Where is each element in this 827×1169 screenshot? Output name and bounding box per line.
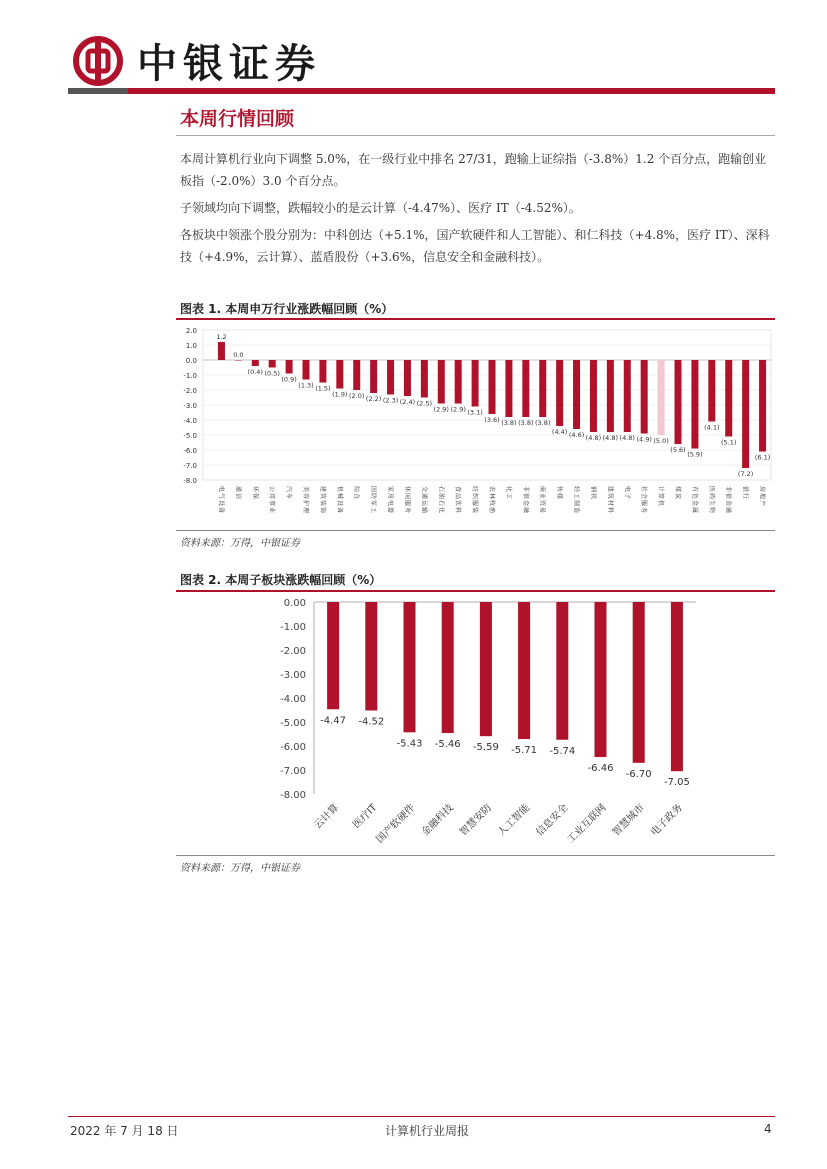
chart-1-x-tick xyxy=(403,486,411,513)
chart-1-data-label: (4.6) xyxy=(568,431,585,439)
svg-text:输: 输 xyxy=(420,506,428,514)
chart-1-bar xyxy=(286,360,293,374)
svg-text:器: 器 xyxy=(386,506,394,514)
chart-1-bar xyxy=(438,360,445,404)
chart-1-x-tick xyxy=(471,486,479,513)
chart-1-bar xyxy=(742,360,749,468)
footer-page-number: 4 xyxy=(764,1122,772,1136)
figure-1-bottom-rule xyxy=(176,530,775,531)
svg-text:车: 车 xyxy=(285,492,293,500)
svg-text:造: 造 xyxy=(572,506,580,514)
chart-1-bar xyxy=(303,360,310,380)
chart-1-y-tick: 0.0 xyxy=(185,357,197,365)
chart-1-data-label: (5.9) xyxy=(687,450,703,459)
chart-2-y-tick: -5.00 xyxy=(280,718,306,729)
chart-1-bar xyxy=(624,360,631,432)
chart-1-data-label: (7.2) xyxy=(737,470,754,478)
svg-text:金: 金 xyxy=(521,499,529,507)
svg-text:社: 社 xyxy=(640,485,648,493)
svg-text:筑: 筑 xyxy=(318,492,326,500)
chart-1-x-tick xyxy=(353,486,361,499)
chart-1-x-tick xyxy=(387,486,395,513)
chart-1-x-tick xyxy=(556,486,564,499)
chart-2-bar xyxy=(442,602,454,733)
svg-text:色: 色 xyxy=(690,492,698,500)
chart-2-bar xyxy=(327,602,339,709)
footer-date: 2022 年 7 月 18 日 xyxy=(70,1124,179,1138)
chart-1-data-label: (6.1) xyxy=(754,453,771,462)
svg-text:炭: 炭 xyxy=(674,492,681,500)
svg-text:机: 机 xyxy=(335,485,343,493)
svg-text:家: 家 xyxy=(386,485,394,493)
svg-text:工: 工 xyxy=(369,506,377,514)
chart-1-data-label: (0.5) xyxy=(264,369,280,378)
chart-1-y-tick: 1.0 xyxy=(185,342,197,350)
chart-1-bar xyxy=(658,360,665,435)
svg-text:纺: 纺 xyxy=(471,485,479,493)
section-title: 本周行情回顾 xyxy=(180,108,295,130)
chart-1-x-tick xyxy=(759,486,767,506)
svg-text:气: 气 xyxy=(217,492,225,500)
chart-1-bar xyxy=(675,360,682,444)
svg-text:汽: 汽 xyxy=(285,485,293,493)
chart-1-data-label: (1.9) xyxy=(332,390,348,399)
chart-1-x-tick xyxy=(606,486,614,513)
svg-text:筑: 筑 xyxy=(606,492,614,500)
svg-text:装: 装 xyxy=(471,506,479,514)
chart-2-x-tick: 工业互联网 xyxy=(565,802,609,846)
svg-text:计: 计 xyxy=(657,485,665,493)
chart-1-x-tick xyxy=(505,486,513,499)
chart-2-y-tick: -2.00 xyxy=(280,646,306,657)
svg-text:闲: 闲 xyxy=(403,492,411,500)
figure-1-title: 图表 1. 本周申万行业涨跌幅回顾（%） xyxy=(180,302,394,316)
chart-2-bar xyxy=(365,602,377,710)
chart-1-data-label: (3.8) xyxy=(518,419,534,427)
chart-1-x-tick xyxy=(573,486,581,513)
chart-1-y-tick: -5.0 xyxy=(183,432,197,440)
svg-text:生: 生 xyxy=(707,499,715,507)
chart-1-data-label: (3.8) xyxy=(501,419,517,427)
chart-1-data-label: (4.1) xyxy=(704,423,720,432)
section-divider xyxy=(176,135,775,136)
chart-1-y-tick: -2.0 xyxy=(183,387,197,395)
chart-2-data-label: -6.46 xyxy=(587,763,614,775)
svg-text:用: 用 xyxy=(386,492,394,500)
chart-1-data-label: 0.0 xyxy=(233,351,244,359)
chart-1-data-label: (4.8) xyxy=(619,434,635,442)
svg-text:工: 工 xyxy=(504,492,512,500)
chart-2-data-label: -5.43 xyxy=(396,738,423,750)
chart-1-data-label: (4.9) xyxy=(636,435,652,444)
chart-1-bar xyxy=(336,360,343,389)
chart-1-x-tick xyxy=(420,486,428,513)
chart-2-x-tick: 人工智能 xyxy=(496,802,533,839)
chart-1-bar xyxy=(573,360,580,429)
footer-report-name: 计算机行业周报 xyxy=(385,1124,470,1138)
chart-2-x-tick: 智慧安防 xyxy=(457,802,495,839)
chart-2-subsector-returns xyxy=(176,592,775,852)
chart-2-x-tick: 医疗IT xyxy=(351,802,380,831)
chart-1-x-tick xyxy=(234,486,242,499)
svg-text:化: 化 xyxy=(437,506,445,514)
paragraph-3: 各板块中领涨个股分别为：中科创达（+5.1%，国产软硬件和人工智能）、和仁科技（+4.8%，医疗 IT）、深科技（+4.9%，云计算）、蓝盾股份（+3.6%，信息安全和金融科技）。 xyxy=(180,228,770,264)
svg-text:传: 传 xyxy=(555,485,563,493)
chart-1-x-tick xyxy=(589,486,597,499)
svg-text:建: 建 xyxy=(318,485,326,493)
svg-text:国: 国 xyxy=(369,485,377,493)
chart-2-data-label: -5.59 xyxy=(472,742,499,754)
svg-text:林: 林 xyxy=(488,492,495,500)
chart-2-bar xyxy=(671,602,683,771)
chart-1-data-label: (0.9) xyxy=(281,375,297,384)
chart-1-data-label: 1.2 xyxy=(216,333,227,341)
svg-text:饮: 饮 xyxy=(454,499,462,507)
chart-2-y-tick: -4.00 xyxy=(280,694,306,705)
svg-text:工: 工 xyxy=(572,492,580,500)
chart-1-data-label: (1.5) xyxy=(315,384,331,393)
chart-1-x-tick xyxy=(454,486,462,513)
chart-2-bar xyxy=(404,602,416,732)
chart-1-bar xyxy=(472,360,479,407)
svg-text:非: 非 xyxy=(724,485,732,493)
chart-1-x-tick xyxy=(488,486,496,513)
chart-2-bar xyxy=(633,602,645,763)
svg-text:备: 备 xyxy=(217,506,225,514)
chart-1-data-label: (5.1) xyxy=(721,438,737,447)
svg-text:务: 务 xyxy=(640,506,648,514)
chart-1-data-label: (4.8) xyxy=(585,434,602,442)
chart-1-x-tick xyxy=(251,486,259,499)
svg-text:装: 装 xyxy=(318,499,326,507)
footer-rule xyxy=(68,1116,775,1117)
svg-text:轻: 轻 xyxy=(572,485,580,493)
svg-text:有: 有 xyxy=(690,485,698,493)
svg-text:服: 服 xyxy=(403,499,411,507)
chart-1-x-tick xyxy=(623,486,631,499)
chart-1-bar xyxy=(235,360,242,361)
svg-text:服: 服 xyxy=(640,499,648,507)
svg-text:环: 环 xyxy=(251,485,259,493)
svg-text:理: 理 xyxy=(302,506,309,514)
chart-1-bar xyxy=(708,360,715,422)
svg-text:设: 设 xyxy=(217,499,225,507)
svg-text:织: 织 xyxy=(471,492,479,500)
svg-text:建: 建 xyxy=(606,485,614,493)
chart-1-bar xyxy=(455,360,462,404)
svg-text:商: 商 xyxy=(538,485,546,493)
svg-text:融: 融 xyxy=(521,506,529,514)
chart-1-y-tick: -7.0 xyxy=(183,462,197,470)
svg-text:休: 休 xyxy=(403,485,411,493)
chart-1-data-label: (5.0) xyxy=(653,437,669,445)
chart-1-bar xyxy=(607,360,614,432)
chart-2-data-label: -5.74 xyxy=(549,745,576,757)
chart-1-x-tick xyxy=(725,486,733,514)
svg-text:药: 药 xyxy=(707,492,715,500)
chart-2-x-tick: 国产软硬件 xyxy=(374,802,418,846)
svg-text:银: 银 xyxy=(741,485,749,493)
svg-text:保: 保 xyxy=(251,492,259,500)
svg-text:易: 易 xyxy=(538,506,546,514)
chart-1-x-tick xyxy=(657,486,665,506)
svg-text:金: 金 xyxy=(690,499,698,507)
chart-1-y-tick: -4.0 xyxy=(183,417,197,425)
svg-text:铁: 铁 xyxy=(589,492,597,500)
chart-1-data-label: (0.4) xyxy=(247,368,263,376)
paragraph-2: 子领域均向下调整，跌幅较小的是云计算（-4.47%）、医疗 IT（-4.52%）。 xyxy=(180,201,581,215)
chart-1-x-tick xyxy=(268,486,276,513)
svg-text:子: 子 xyxy=(623,492,631,500)
chart-1-bar xyxy=(353,360,360,390)
chart-1-bar xyxy=(421,360,428,398)
chart-1-bar xyxy=(539,360,546,417)
svg-text:房: 房 xyxy=(758,485,766,493)
svg-text:牧: 牧 xyxy=(488,499,495,507)
chart-1-x-tick xyxy=(539,486,547,513)
chart-2-data-label: -6.70 xyxy=(625,768,652,780)
svg-text:电: 电 xyxy=(386,499,394,507)
chart-2-bar xyxy=(556,602,568,740)
svg-text:化: 化 xyxy=(504,485,512,493)
chart-1-x-tick xyxy=(217,486,225,513)
chart-1-x-tick xyxy=(285,486,293,499)
svg-text:综: 综 xyxy=(352,485,360,493)
chart-1-x-tick xyxy=(437,486,445,513)
chart-1-bar xyxy=(590,360,597,432)
figure-2-source: 资料来源：万得，中银证券 xyxy=(180,863,300,874)
svg-text:业: 业 xyxy=(538,492,546,500)
svg-text:非: 非 xyxy=(521,485,529,493)
svg-text:容: 容 xyxy=(302,492,309,500)
chart-1-bar xyxy=(269,360,276,368)
chart-1-bar xyxy=(218,342,225,360)
figure-2-title: 图表 2. 本周子板块涨跌幅回顾（%） xyxy=(180,573,382,587)
chart-1-data-label: (2.2) xyxy=(365,395,382,403)
chart-2-x-tick: 金融科技 xyxy=(419,802,456,839)
svg-text:媒: 媒 xyxy=(555,492,563,500)
chart-1-bar xyxy=(759,360,766,452)
svg-text:算: 算 xyxy=(657,492,665,500)
svg-text:合: 合 xyxy=(352,492,360,500)
svg-text:料: 料 xyxy=(606,506,614,514)
chart-1-industry-returns xyxy=(176,320,775,525)
chart-1-bar xyxy=(522,360,529,417)
chart-1-x-tick xyxy=(319,486,327,513)
svg-text:交: 交 xyxy=(420,485,428,493)
chart-2-y-tick: -3.00 xyxy=(280,670,306,681)
svg-text:石: 石 xyxy=(437,499,445,507)
svg-text:油: 油 xyxy=(437,492,445,500)
chart-1-data-label: (2.9) xyxy=(433,405,449,414)
chart-2-data-label: -7.05 xyxy=(663,777,690,789)
chart-2-y-tick: -6.00 xyxy=(280,742,306,753)
svg-text:行: 行 xyxy=(741,492,749,500)
svg-text:械: 械 xyxy=(335,492,343,500)
chart-1-bar xyxy=(252,360,259,366)
svg-text:护: 护 xyxy=(302,499,309,507)
svg-text:电: 电 xyxy=(217,485,225,493)
chart-1-bar xyxy=(641,360,648,434)
svg-text:机: 机 xyxy=(657,499,665,507)
chart-1-data-label: (4.4) xyxy=(551,428,568,436)
chart-1-bar xyxy=(489,360,496,414)
chart-1-y-tick: -3.0 xyxy=(183,402,197,410)
figure-2-bottom-rule xyxy=(176,855,775,856)
chart-1-x-tick xyxy=(370,486,378,513)
svg-text:食: 食 xyxy=(454,485,462,493)
chart-2-bar xyxy=(480,602,492,736)
header-bar-red xyxy=(128,88,775,94)
svg-text:钢: 钢 xyxy=(589,485,597,493)
chart-1-data-label: (2.3) xyxy=(382,396,399,405)
chart-2-bar xyxy=(518,602,530,739)
chart-2-y-tick: -7.00 xyxy=(280,766,306,777)
svg-text:银: 银 xyxy=(521,492,529,500)
svg-text:公: 公 xyxy=(268,485,276,493)
chart-2-x-tick: 智慧城市 xyxy=(610,802,647,839)
chart-1-y-tick: -6.0 xyxy=(183,447,197,455)
chart-2-data-label: -5.46 xyxy=(434,739,461,751)
svg-text:农: 农 xyxy=(488,485,495,493)
chart-2-x-tick: 电子政务 xyxy=(648,802,686,839)
svg-text:美: 美 xyxy=(302,485,309,493)
chart-1-bar xyxy=(387,360,394,395)
figure-1-source: 资料来源：万得，中银证券 xyxy=(180,538,300,549)
chart-1-data-label: (4.8) xyxy=(602,434,619,442)
chart-1-data-label: (5.6) xyxy=(670,446,686,454)
chart-1-x-tick xyxy=(708,486,716,513)
svg-text:电: 电 xyxy=(623,485,631,493)
chart-2-data-label: -4.52 xyxy=(358,716,385,728)
paragraph-1: 本周计算机行业向下调整 5.0%，在一级行业中排名 27/31，跑输上证综指（-3.8%）1.2 个百分点，跑输创业板指（-2.0%）3.0 个百分点。 xyxy=(180,152,767,188)
chart-1-y-tick: 2.0 xyxy=(185,327,197,335)
chart-2-data-label: -5.71 xyxy=(511,745,538,757)
svg-text:通: 通 xyxy=(420,492,428,500)
svg-text:融: 融 xyxy=(724,506,732,514)
chart-1-x-tick xyxy=(336,486,344,513)
chart-1-y-tick: -1.0 xyxy=(183,372,197,380)
svg-text:煤: 煤 xyxy=(674,485,681,493)
chart-1-x-tick xyxy=(522,486,530,514)
svg-text:备: 备 xyxy=(335,506,343,514)
chart-2-bar xyxy=(595,602,607,757)
chart-1-data-label: (3.1) xyxy=(467,408,483,417)
chart-1-data-label: (3.6) xyxy=(484,416,500,424)
chart-1-data-label: (2.5) xyxy=(416,399,433,408)
svg-text:材: 材 xyxy=(606,499,614,507)
chart-1-bar xyxy=(725,360,732,437)
bank-logo-icon xyxy=(73,36,123,86)
svg-text:通: 通 xyxy=(234,485,242,493)
chart-1-bar xyxy=(556,360,563,426)
svg-text:务: 务 xyxy=(403,506,411,514)
chart-1-y-tick: -8.0 xyxy=(183,477,197,485)
chart-1-x-tick xyxy=(742,486,750,499)
svg-text:饰: 饰 xyxy=(318,506,326,514)
chart-2-y-tick: -1.00 xyxy=(280,622,306,633)
chart-2-y-tick: 0.00 xyxy=(283,598,306,609)
svg-text:属: 属 xyxy=(690,506,698,514)
chart-1-bar xyxy=(319,360,326,383)
chart-1-x-tick xyxy=(691,486,699,513)
svg-text:信: 信 xyxy=(234,492,242,500)
chart-1-data-label: (2.4) xyxy=(399,398,416,406)
svg-text:地: 地 xyxy=(758,492,766,500)
chart-1-bar xyxy=(404,360,411,396)
svg-text:物: 物 xyxy=(707,506,715,514)
svg-text:设: 设 xyxy=(335,499,343,507)
svg-text:医: 医 xyxy=(707,485,715,493)
chart-1-bar xyxy=(370,360,377,393)
chart-1-x-tick xyxy=(674,486,682,499)
svg-text:料: 料 xyxy=(454,506,462,514)
svg-text:会: 会 xyxy=(640,492,648,500)
svg-text:金: 金 xyxy=(724,499,732,507)
svg-text:事: 事 xyxy=(268,499,276,507)
svg-text:业: 业 xyxy=(268,506,276,514)
chart-1-data-label: (2.0) xyxy=(349,392,365,400)
svg-text:用: 用 xyxy=(268,492,276,500)
chart-1-data-label: (3.8) xyxy=(535,419,551,427)
svg-text:贸: 贸 xyxy=(538,499,546,507)
svg-text:服: 服 xyxy=(471,499,479,507)
svg-text:运: 运 xyxy=(420,499,428,507)
chart-1-x-tick xyxy=(640,486,648,513)
svg-text:军: 军 xyxy=(369,499,377,507)
chart-1-data-label: (2.9) xyxy=(450,405,466,414)
svg-text:制: 制 xyxy=(572,499,580,507)
svg-text:产: 产 xyxy=(758,499,766,507)
chart-2-y-tick: -8.00 xyxy=(280,790,306,801)
svg-text:品: 品 xyxy=(454,492,462,500)
header-bar-dark xyxy=(68,88,128,94)
svg-text:渔: 渔 xyxy=(488,506,495,514)
svg-text:防: 防 xyxy=(369,492,377,500)
chart-2-x-tick: 云计算 xyxy=(312,802,342,832)
chart-2-data-label: -4.47 xyxy=(320,715,347,727)
brand-name: 中银证券 xyxy=(137,40,321,87)
svg-text:石: 石 xyxy=(437,485,445,493)
chart-2-x-tick: 信息安全 xyxy=(534,802,571,839)
chart-1-bar xyxy=(691,360,698,449)
svg-text:银: 银 xyxy=(724,492,732,500)
chart-1-x-tick xyxy=(302,486,310,513)
chart-1-bar xyxy=(505,360,512,417)
chart-1-data-label: (1.3) xyxy=(298,381,314,390)
